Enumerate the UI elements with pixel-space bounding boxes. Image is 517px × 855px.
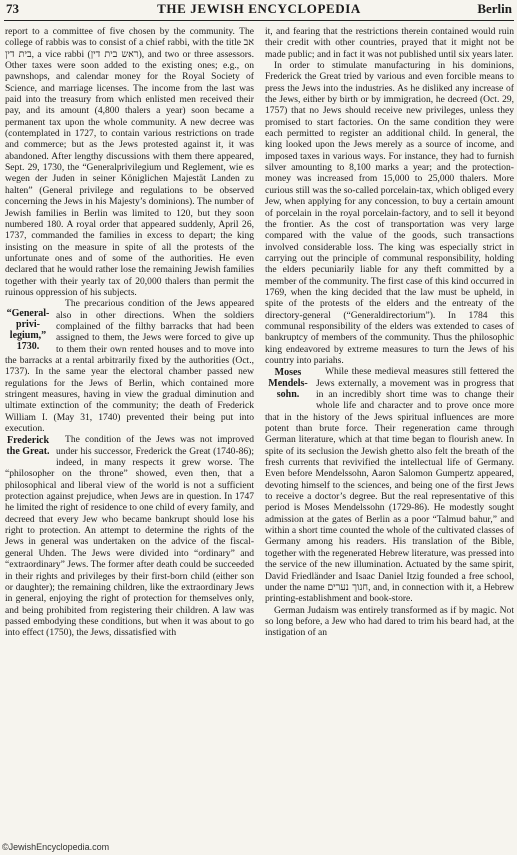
paragraph: “General-privi-legium,” 1730. The precarious condition of the Jews appeared also in other directions. When the soldiers complained of the filthy barracks that had been assigned to them, the Jews were forced to give up to them their own rented houses and to move into the barracks at a rental arbitrarily fixed by the authorities (Oct., 1737). In the same year the electoral chamber passed new regulations for the Jews of Berlin, which contained more stringent measures, having in view the gradual diminution and ultimate extinction of the community; the death of Frederick William I. (May 31, 1740) prevented their being put into execution. xyxy=(5,298,254,435)
paragraph: it, and fearing that the restrictions therein contained would ruin their credit with other countries, prayed that it might not be made public; and in fact it was not published until six years later. xyxy=(265,26,514,60)
running-title: THE JEWISH ENCYCLOPEDIA xyxy=(157,1,361,16)
hebrew-term: חנוך נערים xyxy=(327,581,369,593)
copyright-credit: ©JewishEncyclopedia.com xyxy=(2,842,110,852)
right-column xyxy=(265,26,514,844)
left-column xyxy=(5,26,254,844)
hebrew-term: ראש בית דין xyxy=(90,48,139,60)
page-number: 73 xyxy=(6,1,19,16)
page-header xyxy=(4,0,514,21)
paragraph: Frederick the Great. The condition of the Jews was not improved under his successor, Frederick the Great (1740-86); indeed, in many respects it grew worse. The “philosopher on the throne” showed, even then, that a philosophical and liberal view of the world is not a sufficient protection against prejudice, when Jews are in question. In 1747 he limited the right of residence to one child of every family, and decreed that every Jew who became bankrupt should lose his right to protection. An attempt to determine the rights of the Jews in general was undertaken on the advice of the fiscal-general Uhden. The Jews were divided into “ordinary” and “extraordinary” Jews. The former after death could be succeeded in their rights and privileges by their first-born child (either son or daughter); the remaining children, like the extraordinary Jews in general, enjoying the right of protection for themselves only, and being prohibited from registering their children. A law was passed embodying these conditions, but when it was about to go into effect (1750), the Jews, dissatisfied with xyxy=(5,434,254,639)
running-headword: Berlin xyxy=(477,1,512,16)
paragraph: report to a committee of five chosen by the community. The college of rabbis was to consist of a chief rabbi, with the title אב בית דין, a vice rabbi (ראש בית דין), and two or three assessors. Other taxes were soon added to the existing ones; e.g., on pawnshops, and calendar money for the Royal Society of Science, and marriage licenses. The income from the last was paid into the treasury from which enlisted men received their pay, and its amount (4,800 thalers a year) soon became a permanent tax upon the whole community. A new decree was (contemplated in 1727, to contain various restrictions on trade and commerce; but as the Jews protested against it, it was abandoned. After lengthy discussions with them there appeared, Sept. 29, 1730, the “Generalprivilegium und Reglement, wie es wegen der Juden in seiner Königlichen Majestät Landen zu halten” (General privilege and regulations to be observed concerning the Jews in his Majesty’s dominions). The number of Jewish families in Berlin was limited to 120, but they soon numbered 180. A royal order that appeared suddenly, April 26, 1737, commanded the families in excess to depart; the king insisting on the measure in spite of all the protests of the unfortunate ones and of some of the authorities. He even declared that he would rather lose the remaining Jewish families together with their yearly tax of 20,000 thalers than permit the ruinous oppression of his subjects. xyxy=(5,26,254,298)
paragraph: Moses Mendels-sohn. While these medieval measures still fettered the Jews externally, a movement was in progress that in an incredibly short time was to change their whole life and character and to prove once more that in the history of the Jews spiritual influences are more potent than brute force. Their regeneration came through German literature, which at that time began to flourish anew. In spite of its seclusion the Jewish ghetto also felt the breath of the fresh currents that revivified the intellectual life of Germany. Even before Mendelssohn, Aaron Salomon Gumpertz appeared, devoting himself to the sciences, and being one of the first Jews to receive a doctor’s degree. But the real representative of this period is Moses Mendelssohn (1729-86). He modestly sought admission at the gates of Berlin as a poor “Talmud bahur,” and within a short time counted the whole of the cultivated classes of Germany among his readers. His translation of the Bible, together with the regenerated Hebrew literature, was pressed into the service of the new illumination. Actuated by the same spirit, David Friedländer and Isaac Daniel Itzig founded a free school, under the name חנוך נערים, and, in connection with it, a Hebrew printing-establishment and book-store. xyxy=(265,366,514,605)
sidenote-mendelssohn: Moses Mendels-sohn. xyxy=(268,367,308,401)
paragraph: In order to stimulate manufacturing in his dominions, Frederick the Great tried by various and even forcible means to press the Jews into the industries. As he disliked any increase of the Jews, either by birth or by immigration, he decreed (Oct. 29, 1757) that no Jews should receive new privileges, unless they promised to start factories. On the same condition they were each permitted to register an additional child. In general, the king looked upon the Jews merely as a source of income, and imposed taxes in various ways. For instance, they had to furnish silver amounting to 8,100 marks a year; and the protection-money was increased from 15,000 to 25,000 thalers. More curious still was the so-called porcelain-tax, which obliged every Jew, when applying for any concession, to buy a certain amount of porcelain in the royal porcelain-factory, and to sell it beyond the frontier. As the cost of transportation was very large compared with the value of the goods, such transactions involved considerable loss. The king was especially strict in carrying out the principle of communal responsibility, holding the elders pecuniarily liable for any theft committed by a member of the community. The first case of this kind occurred in 1769, when the king decided that the law must be upheld, in spite of the protests of the elders and the entreaty of the directory-general (“Generaldirectorium”). In 1784 this communal responsibility of the elders was extended to cases of bankruptcy of members of the community. Thus the philosophic king endeavored by extreme measures to turn the Jews of his country into pariahs. xyxy=(265,60,514,366)
sidenote-frederick: Frederick the Great. xyxy=(6,435,50,458)
sidenote-generalprivilegium: “General-privi-legium,” 1730. xyxy=(6,308,50,353)
paragraph: German Judaism was entirely transformed as if by magic. Not so long before, a Jew who had dared to trim his beard had, at the instigation of an xyxy=(265,604,514,639)
hebrew-term: אב בית דין xyxy=(5,37,254,60)
